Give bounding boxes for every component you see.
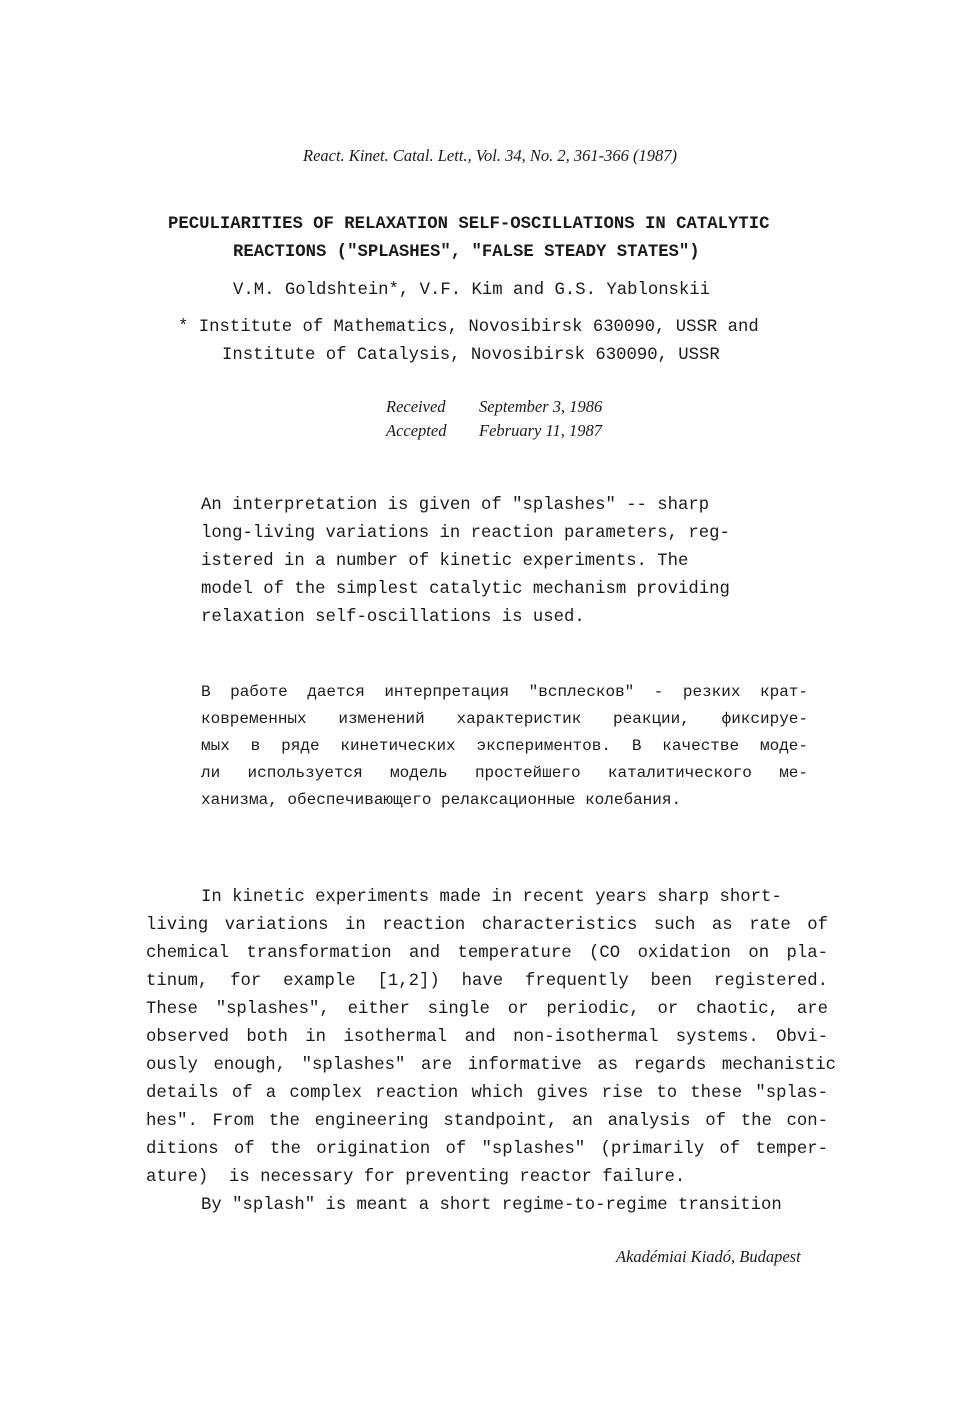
accepted-label: Accepted <box>386 421 447 440</box>
body-line: observed both in isothermal and non-isothermal systems. Obvi- <box>146 1028 828 1047</box>
abstract-ru-line: ковременных изменений характеристик реакции, фиксируе- <box>201 710 808 728</box>
received-label: Received <box>386 397 446 416</box>
abstract-ru-line: ли используется модель простейшего каталитического ме- <box>201 764 808 782</box>
accepted-date: February 11, 1987 <box>479 421 602 440</box>
abstract-ru-line: ханизма, обеспечивающего релаксационные колебания. <box>201 791 682 809</box>
abstract-ru-line: В работе дается интерпретация "всплесков" - резких крат- <box>201 683 808 701</box>
affiliation-line-2: Institute of Catalysis, Novosibirsk 630090, USSR <box>222 346 720 365</box>
body-line: living variations in reaction characteristics such as rate of <box>146 916 828 935</box>
body-line: chemical transformation and temperature (CO oxidation on pla- <box>146 944 828 963</box>
body-line: ously enough, "splashes" are informative as regards mechanistic <box>146 1056 836 1075</box>
authors: V.M. Goldshtein*, V.F. Kim and G.S. Yablonskii <box>233 281 711 300</box>
paper-title-line-1: PECULIARITIES OF RELAXATION SELF-OSCILLATIONS IN CATALYTIC <box>168 215 770 234</box>
body-line: details of a complex reaction which gives rise to these "splas- <box>146 1084 828 1103</box>
abstract-line: model of the simplest catalytic mechanism providing <box>201 580 730 599</box>
body-line: ature) is necessary for preventing reactor failure. <box>146 1168 686 1187</box>
body-line: By "splash" is meant a short regime-to-regime transition <box>201 1196 782 1215</box>
abstract-line: istered in a number of kinetic experiments. The <box>201 552 689 571</box>
abstract-line: relaxation self-oscillations is used. <box>201 608 585 627</box>
affiliation-line-1: * Institute of Mathematics, Novosibirsk 630090, USSR and <box>178 318 759 337</box>
journal-citation: React. Kinet. Catal. Lett., Vol. 34, No. 2, 361-366 (1987) <box>303 146 677 165</box>
publisher: Akadémiai Kiadó, Budapest <box>616 1247 801 1266</box>
body-line: tinum, for example [1,2]) have frequently been registered. <box>146 972 828 991</box>
body-line: hes". From the engineering standpoint, an analysis of the con- <box>146 1112 828 1131</box>
received-date: September 3, 1986 <box>479 397 603 416</box>
body-line: ditions of the origination of "splashes" (primarily of temper- <box>146 1140 828 1159</box>
abstract-line: An interpretation is given of "splashes" -- sharp <box>201 496 710 515</box>
abstract-ru-line: мых в ряде кинетических экспериментов. В качестве моде- <box>201 737 808 755</box>
body-line: These "splashes", either single or periodic, or chaotic, are <box>146 1000 828 1019</box>
paper-title-line-2: REACTIONS ("SPLASHES", "FALSE STEADY STATES") <box>233 243 700 262</box>
abstract-line: long-living variations in reaction parameters, reg- <box>201 524 730 543</box>
body-line: In kinetic experiments made in recent years sharp short- <box>201 888 782 907</box>
